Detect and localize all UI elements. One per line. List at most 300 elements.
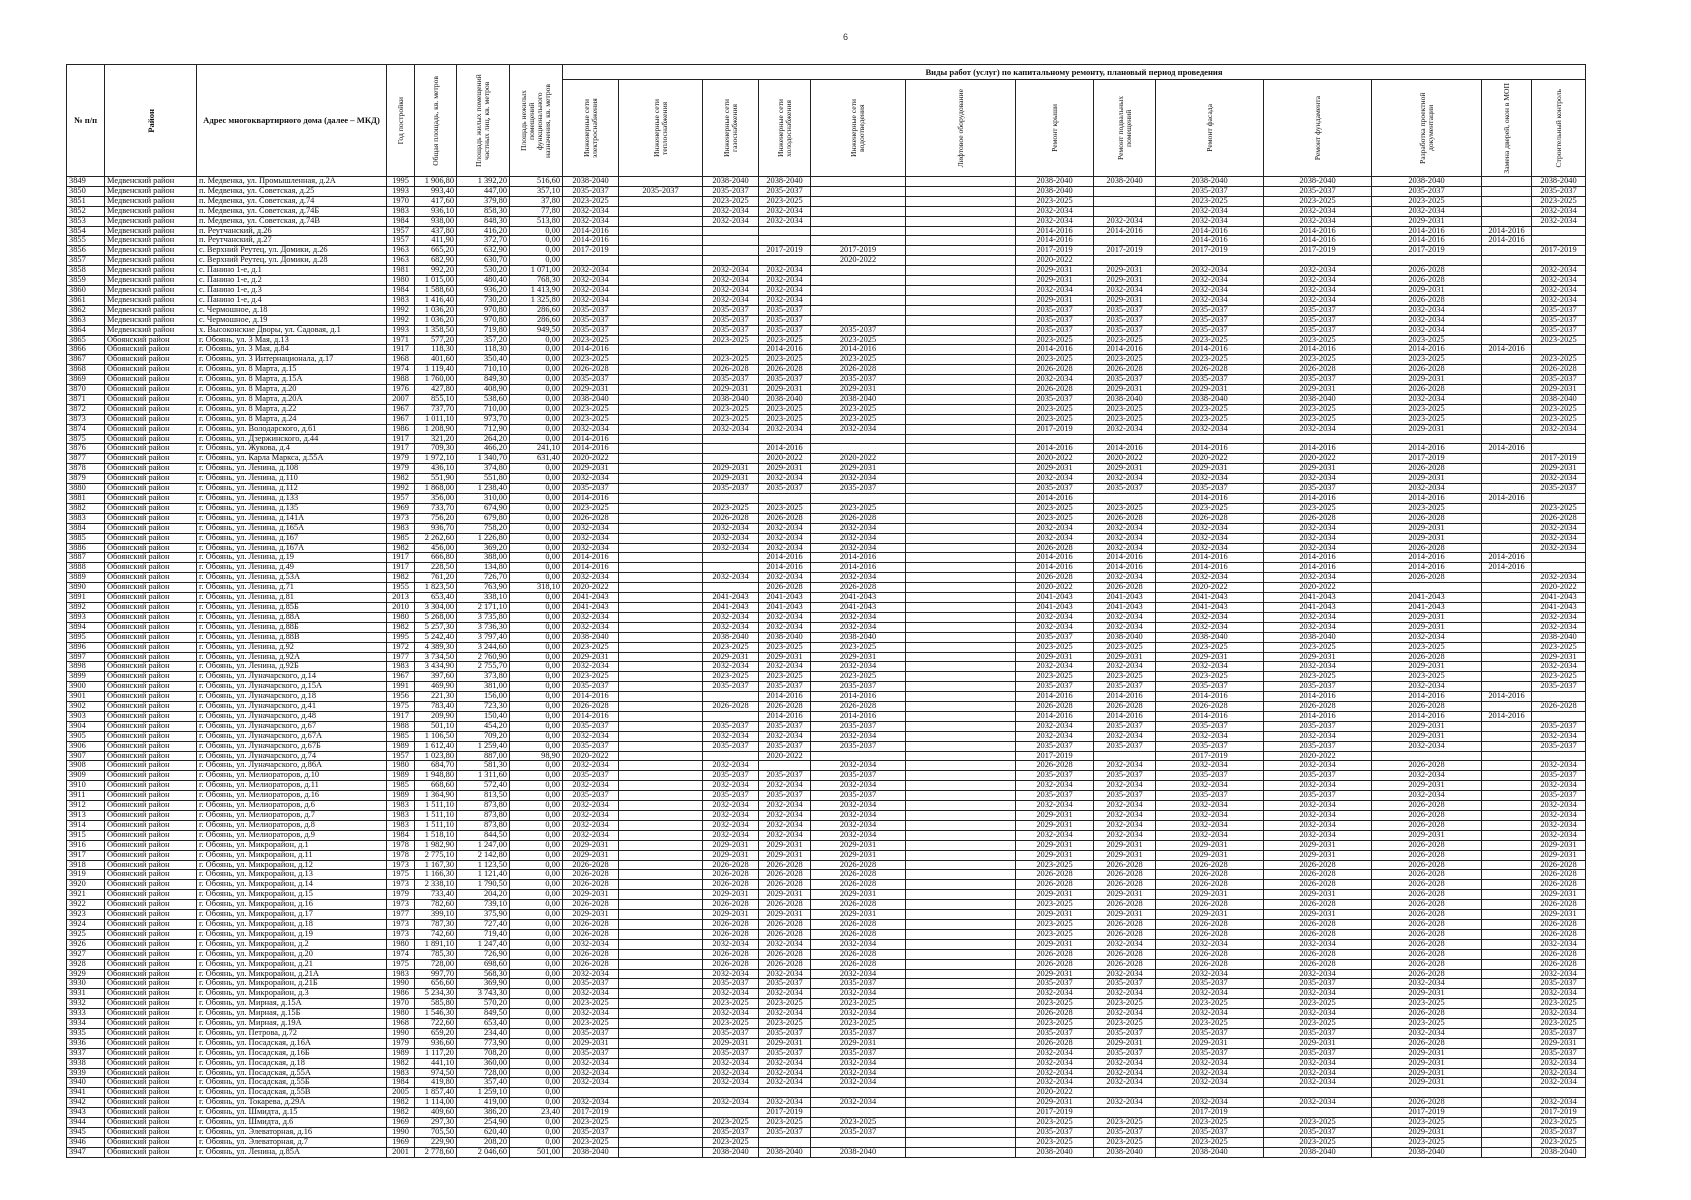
table-row: [67, 573, 1586, 583]
table-cell: г. Обоянь, ул. Луначарского, д.41: [197, 702, 387, 712]
table-cell: 2007: [387, 394, 415, 404]
table-cell: 761,20: [415, 573, 457, 583]
table-cell: 3881: [67, 494, 105, 504]
table-cell: 2035-2037: [563, 682, 619, 692]
table-cell: 3907: [67, 751, 105, 761]
table-cell: 2035-2037: [1094, 1048, 1156, 1058]
table-cell: 674,90: [457, 503, 510, 513]
table-cell: 719,40: [457, 929, 510, 939]
table-cell: 2029-2031: [1372, 989, 1482, 999]
table-cell: 469,90: [415, 682, 457, 692]
table-cell: 2017-2019: [1532, 454, 1586, 464]
table-cell: 2017-2019: [1094, 246, 1156, 256]
table-row: [67, 1108, 1586, 1118]
table-cell: 2032-2034: [563, 474, 619, 484]
table-cell: 2026-2028: [811, 900, 906, 910]
table-cell: 2026-2028: [1094, 959, 1156, 969]
table-cell: 2035-2037: [1532, 315, 1586, 325]
table-cell: 2035-2037: [1156, 484, 1264, 494]
table-cell: 2032-2034: [1156, 1009, 1264, 1019]
table-cell: 2032-2034: [703, 216, 759, 226]
table-cell: 2029-2031: [1532, 850, 1586, 860]
table-cell: 2020-2022: [563, 751, 619, 761]
table-cell: 2014-2016: [1482, 444, 1532, 454]
table-cell: 0,00: [510, 1088, 563, 1098]
table-cell: 2026-2028: [563, 702, 619, 712]
table-cell: 2032-2034: [1016, 216, 1094, 226]
table-cell: г. Обоянь, ул. 8 Марта, д.24: [197, 414, 387, 424]
table-cell: [1482, 1098, 1532, 1108]
table-cell: 2023-2025: [1016, 642, 1094, 652]
table-cell: [619, 741, 703, 751]
table-cell: 2023-2025: [1264, 642, 1372, 652]
table-row: [67, 820, 1586, 830]
table-cell: 2032-2034: [1372, 771, 1482, 781]
table-cell: п. Медвенка, ул. Советская, д.25: [197, 186, 387, 196]
table-cell: 2026-2028: [1372, 543, 1482, 553]
table-cell: 3850: [67, 186, 105, 196]
table-row: [67, 860, 1586, 870]
table-cell: 2035-2037: [703, 771, 759, 781]
table-row: [67, 840, 1586, 850]
table-cell: 0,00: [510, 602, 563, 612]
table-cell: 2029-2031: [1016, 820, 1094, 830]
table-cell: 2014-2016: [1156, 226, 1264, 236]
table-cell: 2029-2031: [1016, 266, 1094, 276]
table-cell: [906, 1078, 1016, 1088]
table-cell: 2026-2028: [1372, 969, 1482, 979]
table-cell: [619, 820, 703, 830]
table-cell: 1976: [387, 385, 415, 395]
table-cell: [811, 236, 906, 246]
table-cell: [619, 840, 703, 850]
table-cell: [1482, 731, 1532, 741]
table-cell: 2023-2025: [563, 404, 619, 414]
table-cell: 2035-2037: [1264, 375, 1372, 385]
table-cell: 2032-2034: [1264, 1068, 1372, 1078]
table-cell: 3915: [67, 830, 105, 840]
table-cell: 2032-2034: [1264, 969, 1372, 979]
table-cell: 2026-2028: [703, 365, 759, 375]
table-cell: 1 311,60: [457, 771, 510, 781]
table-cell: 436,10: [415, 464, 457, 474]
table-cell: 2035-2037: [1016, 632, 1094, 642]
table-cell: 3911: [67, 791, 105, 801]
table-cell: 3894: [67, 622, 105, 632]
table-cell: 2032-2034: [1264, 731, 1372, 741]
table-cell: 705,50: [415, 1128, 457, 1138]
table-cell: 2029-2031: [1016, 1098, 1094, 1108]
table-cell: 1980: [387, 1009, 415, 1019]
table-cell: Медвенский район: [105, 295, 197, 305]
table-cell: 2035-2037: [759, 375, 811, 385]
table-cell: [619, 533, 703, 543]
table-cell: [619, 811, 703, 821]
table-cell: 2032-2034: [1016, 721, 1094, 731]
table-cell: 2029-2031: [1532, 890, 1586, 900]
table-cell: 2023-2025: [1372, 999, 1482, 1009]
table-cell: 1957: [387, 226, 415, 236]
table-cell: г. Обоянь, ул. Луначарского, д.86А: [197, 761, 387, 771]
table-cell: 2035-2037: [703, 791, 759, 801]
table-cell: 2029-2031: [1016, 840, 1094, 850]
table-cell: 1967: [387, 404, 415, 414]
table-cell: 2023-2025: [1372, 355, 1482, 365]
table-cell: 2035-2037: [563, 721, 619, 731]
table-cell: 2032-2034: [759, 1078, 811, 1088]
table-cell: 0,00: [510, 840, 563, 850]
table-cell: 2035-2037: [811, 682, 906, 692]
table-cell: [906, 602, 1016, 612]
table-cell: 0,00: [510, 503, 563, 513]
table-cell: 2023-2025: [811, 999, 906, 1009]
table-cell: 2023-2025: [1372, 1019, 1482, 1029]
table-cell: 2023-2025: [703, 642, 759, 652]
table-cell: [619, 543, 703, 553]
table-cell: 2032-2034: [703, 622, 759, 632]
table-cell: [619, 325, 703, 335]
header-work-5: Лифтовое оборудование: [906, 80, 1016, 177]
table-cell: 2017-2019: [1372, 454, 1482, 464]
table-cell: 2014-2016: [563, 711, 619, 721]
table-cell: 0,00: [510, 533, 563, 543]
table-cell: [619, 672, 703, 682]
table-cell: 2026-2028: [1532, 870, 1586, 880]
table-cell: 2026-2028: [1264, 513, 1372, 523]
table-cell: 0,00: [510, 1058, 563, 1068]
table-cell: 3878: [67, 464, 105, 474]
table-cell: 2032-2034: [563, 523, 619, 533]
table-cell: 2032-2034: [703, 295, 759, 305]
table-cell: 2029-2031: [1016, 464, 1094, 474]
table-cell: [619, 731, 703, 741]
table-cell: [619, 246, 703, 256]
table-cell: 2026-2028: [1094, 513, 1156, 523]
table-cell: 409,60: [415, 1108, 457, 1118]
table-cell: [906, 494, 1016, 504]
table-cell: Обоянский район: [105, 464, 197, 474]
table-cell: [811, 226, 906, 236]
table-cell: 2038-2040: [1156, 1147, 1264, 1157]
table-cell: [1532, 444, 1586, 454]
table-cell: 2032-2034: [1264, 1078, 1372, 1088]
table-row: [67, 1128, 1586, 1138]
table-cell: 2032-2034: [1156, 1058, 1264, 1068]
table-cell: 3947: [67, 1147, 105, 1157]
table-cell: г. Обоянь, ул. Посадская, д.55Б: [197, 1078, 387, 1088]
table-cell: 2023-2025: [759, 196, 811, 206]
table-cell: 2035-2037: [1094, 484, 1156, 494]
table-cell: [619, 295, 703, 305]
table-cell: 2035-2037: [1156, 1048, 1264, 1058]
table-cell: 397,60: [415, 672, 457, 682]
table-cell: 1917: [387, 563, 415, 573]
table-cell: 2023-2025: [1016, 1118, 1094, 1128]
table-cell: 974,50: [415, 1068, 457, 1078]
table-cell: 2032-2034: [811, 424, 906, 434]
table-cell: 2035-2037: [1016, 1128, 1094, 1138]
table-cell: 3874: [67, 424, 105, 434]
table-cell: 708,20: [457, 1048, 510, 1058]
table-cell: 2032-2034: [1094, 1058, 1156, 1068]
table-row: [67, 553, 1586, 563]
table-cell: 2026-2028: [1372, 266, 1482, 276]
table-cell: 2026-2028: [759, 880, 811, 890]
table-cell: 2038-2040: [1094, 1147, 1156, 1157]
table-cell: 3887: [67, 553, 105, 563]
table-cell: 1969: [387, 1137, 415, 1147]
table-cell: 2032-2034: [703, 543, 759, 553]
table-cell: 2032-2034: [1156, 543, 1264, 553]
table-cell: [619, 494, 703, 504]
table-cell: 3945: [67, 1128, 105, 1138]
table-cell: [1482, 246, 1532, 256]
table-cell: 2026-2028: [1156, 949, 1264, 959]
table-cell: 0,00: [510, 246, 563, 256]
table-cell: 2029-2031: [703, 840, 759, 850]
table-cell: 2032-2034: [563, 543, 619, 553]
table-row: [67, 236, 1586, 246]
table-cell: 726,70: [457, 573, 510, 583]
table-cell: 1 358,50: [415, 325, 457, 335]
table-cell: 2014-2016: [759, 711, 811, 721]
table-cell: 2023-2025: [1016, 355, 1094, 365]
table-cell: с. Панино 1-е, д.3: [197, 285, 387, 295]
table-cell: 2035-2037: [759, 1128, 811, 1138]
table-cell: 2026-2028: [703, 919, 759, 929]
table-cell: 2029-2031: [1156, 890, 1264, 900]
table-cell: [619, 919, 703, 929]
table-cell: Обоянский район: [105, 1098, 197, 1108]
table-cell: 1 119,40: [415, 365, 457, 375]
table-cell: 656,60: [415, 979, 457, 989]
table-cell: [1482, 285, 1532, 295]
table-cell: [1482, 820, 1532, 830]
table-cell: 2026-2028: [703, 900, 759, 910]
table-cell: 2035-2037: [811, 484, 906, 494]
table-cell: [619, 850, 703, 860]
table-cell: 2023-2025: [1264, 196, 1372, 206]
table-cell: п. Медвенка, ул. Промышленная, д.2А: [197, 177, 387, 187]
table-cell: 2038-2040: [811, 394, 906, 404]
table-cell: 3905: [67, 731, 105, 741]
table-cell: 3871: [67, 394, 105, 404]
table-cell: 2026-2028: [1156, 365, 1264, 375]
table-cell: 2032-2034: [1156, 573, 1264, 583]
table-cell: 768,30: [510, 276, 563, 286]
table-row: [67, 335, 1586, 345]
table-cell: Медвенский район: [105, 196, 197, 206]
table-cell: 0,00: [510, 1028, 563, 1038]
table-cell: 2026-2028: [1156, 880, 1264, 890]
table-cell: 0,00: [510, 910, 563, 920]
table-cell: Обоянский район: [105, 553, 197, 563]
table-cell: 992,20: [415, 266, 457, 276]
table-cell: 2023-2025: [563, 1137, 619, 1147]
table-cell: 0,00: [510, 484, 563, 494]
table-cell: 2026-2028: [811, 365, 906, 375]
table-cell: 2032-2034: [1532, 801, 1586, 811]
table-cell: [1156, 256, 1264, 266]
table-cell: Обоянский район: [105, 1048, 197, 1058]
table-row: [67, 1078, 1586, 1088]
table-cell: 1 325,80: [510, 295, 563, 305]
table-cell: [1094, 751, 1156, 761]
table-cell: 632,90: [457, 246, 510, 256]
table-cell: [619, 751, 703, 761]
table-cell: [906, 1088, 1016, 1098]
table-cell: Медвенский район: [105, 325, 197, 335]
table-row: [67, 771, 1586, 781]
table-cell: 1 790,50: [457, 880, 510, 890]
table-cell: 2035-2037: [563, 186, 619, 196]
table-cell: 581,30: [457, 761, 510, 771]
table-cell: [619, 414, 703, 424]
table-cell: [619, 375, 703, 385]
table-cell: 2038-2040: [759, 632, 811, 642]
table-cell: [619, 979, 703, 989]
table-cell: 501,00: [510, 1147, 563, 1157]
table-cell: 2029-2031: [563, 1038, 619, 1048]
table-row: [67, 959, 1586, 969]
table-cell: 936,10: [415, 206, 457, 216]
table-cell: 1973: [387, 929, 415, 939]
table-cell: 2017-2019: [1532, 246, 1586, 256]
table-cell: [1532, 434, 1586, 444]
table-cell: 2020-2022: [563, 454, 619, 464]
table-cell: Обоянский район: [105, 791, 197, 801]
table-cell: 2026-2028: [1264, 365, 1372, 375]
table-cell: [1482, 791, 1532, 801]
table-cell: 1989: [387, 1048, 415, 1058]
table-cell: 2032-2034: [1156, 206, 1264, 216]
table-cell: 2026-2028: [759, 949, 811, 959]
table-cell: 2032-2034: [1264, 801, 1372, 811]
table-cell: 2035-2037: [1156, 325, 1264, 335]
table-cell: 2032-2034: [759, 622, 811, 632]
table-cell: 2026-2028: [1372, 385, 1482, 395]
table-cell: 0,00: [510, 969, 563, 979]
table-cell: г. Обоянь, ул. Ленина, д.167А: [197, 543, 387, 553]
table-cell: Обоянский район: [105, 741, 197, 751]
table-cell: 709,30: [415, 444, 457, 454]
table-cell: 2005: [387, 1088, 415, 1098]
table-cell: 2032-2034: [1016, 830, 1094, 840]
table-cell: Обоянский район: [105, 880, 197, 890]
table-cell: г. Обоянь, ул. Луначарского, д.74: [197, 751, 387, 761]
table-cell: 2014-2016: [1016, 444, 1094, 454]
table-cell: 2014-2016: [563, 226, 619, 236]
table-cell: 2029-2031: [1372, 523, 1482, 533]
table-cell: г. Обоянь, ул. Ленина, д.133: [197, 494, 387, 504]
table-cell: 3944: [67, 1118, 105, 1128]
table-cell: 2032-2034: [1156, 989, 1264, 999]
table-cell: 1 023,80: [415, 751, 457, 761]
table-cell: 2014-2016: [1016, 236, 1094, 246]
table-cell: 653,40: [415, 593, 457, 603]
table-cell: 2035-2037: [1094, 741, 1156, 751]
table-cell: Обоянский район: [105, 394, 197, 404]
table-cell: 2029-2031: [703, 652, 759, 662]
table-cell: 2032-2034: [1094, 1068, 1156, 1078]
table-cell: [759, 236, 811, 246]
table-cell: 0,00: [510, 989, 563, 999]
table-cell: [1482, 751, 1532, 761]
table-cell: 241,10: [510, 444, 563, 454]
table-cell: [1482, 484, 1532, 494]
table-cell: 2035-2037: [703, 484, 759, 494]
table-cell: 0,00: [510, 394, 563, 404]
table-cell: 2032-2034: [563, 1068, 619, 1078]
table-cell: 2023-2025: [1156, 1118, 1264, 1128]
table-cell: [1482, 394, 1532, 404]
table-cell: 2023-2025: [1016, 513, 1094, 523]
table-cell: 2026-2028: [811, 583, 906, 593]
table-cell: 1989: [387, 791, 415, 801]
table-cell: 2035-2037: [1156, 1128, 1264, 1138]
table-cell: 2026-2028: [1372, 880, 1482, 890]
table-cell: 2041-2043: [703, 593, 759, 603]
table-cell: 936,70: [415, 523, 457, 533]
table-cell: 0,00: [510, 801, 563, 811]
table-cell: 3891: [67, 593, 105, 603]
table-cell: 2026-2028: [703, 929, 759, 939]
table-cell: 427,80: [415, 385, 457, 395]
table-cell: 2020-2022: [1264, 454, 1372, 464]
table-row: [67, 870, 1586, 880]
table-cell: 2032-2034: [811, 761, 906, 771]
table-cell: 2026-2028: [1532, 949, 1586, 959]
table-cell: 726,90: [457, 949, 510, 959]
table-cell: 1977: [387, 652, 415, 662]
table-cell: 2035-2037: [1156, 315, 1264, 325]
table-cell: 2026-2028: [759, 860, 811, 870]
table-cell: 2029-2031: [1372, 1128, 1482, 1138]
table-cell: г. Обоянь, ул. Шмидта, д.15: [197, 1108, 387, 1118]
table-cell: 0,00: [510, 1009, 563, 1019]
table-cell: 2023-2025: [1156, 672, 1264, 682]
table-cell: 2035-2037: [1532, 721, 1586, 731]
table-cell: г. Обоянь, ул. Дзержинского, д.44: [197, 434, 387, 444]
table-cell: 2032-2034: [1372, 979, 1482, 989]
table-cell: 3880: [67, 484, 105, 494]
table-row: [67, 404, 1586, 414]
table-row: [67, 444, 1586, 454]
table-cell: 2029-2031: [1156, 910, 1264, 920]
table-cell: 2041-2043: [1156, 602, 1264, 612]
table-cell: Обоянский район: [105, 850, 197, 860]
table-cell: 620,40: [457, 1128, 510, 1138]
table-cell: [619, 721, 703, 731]
table-cell: 2035-2037: [1532, 741, 1586, 751]
table-cell: 2032-2034: [703, 820, 759, 830]
table-cell: 2035-2037: [811, 721, 906, 731]
table-cell: 5 234,30: [415, 989, 457, 999]
table-cell: 2041-2043: [1264, 593, 1372, 603]
table-row: [67, 731, 1586, 741]
table-row: [67, 295, 1586, 305]
table-cell: 2035-2037: [563, 375, 619, 385]
table-cell: [811, 206, 906, 216]
table-cell: 2023-2025: [1532, 404, 1586, 414]
table-cell: 3885: [67, 533, 105, 543]
table-cell: 2035-2037: [619, 186, 703, 196]
table-cell: 3860: [67, 285, 105, 295]
table-cell: [906, 206, 1016, 216]
table-cell: [906, 801, 1016, 811]
table-cell: 2029-2031: [1156, 464, 1264, 474]
table-cell: 2026-2028: [1372, 513, 1482, 523]
